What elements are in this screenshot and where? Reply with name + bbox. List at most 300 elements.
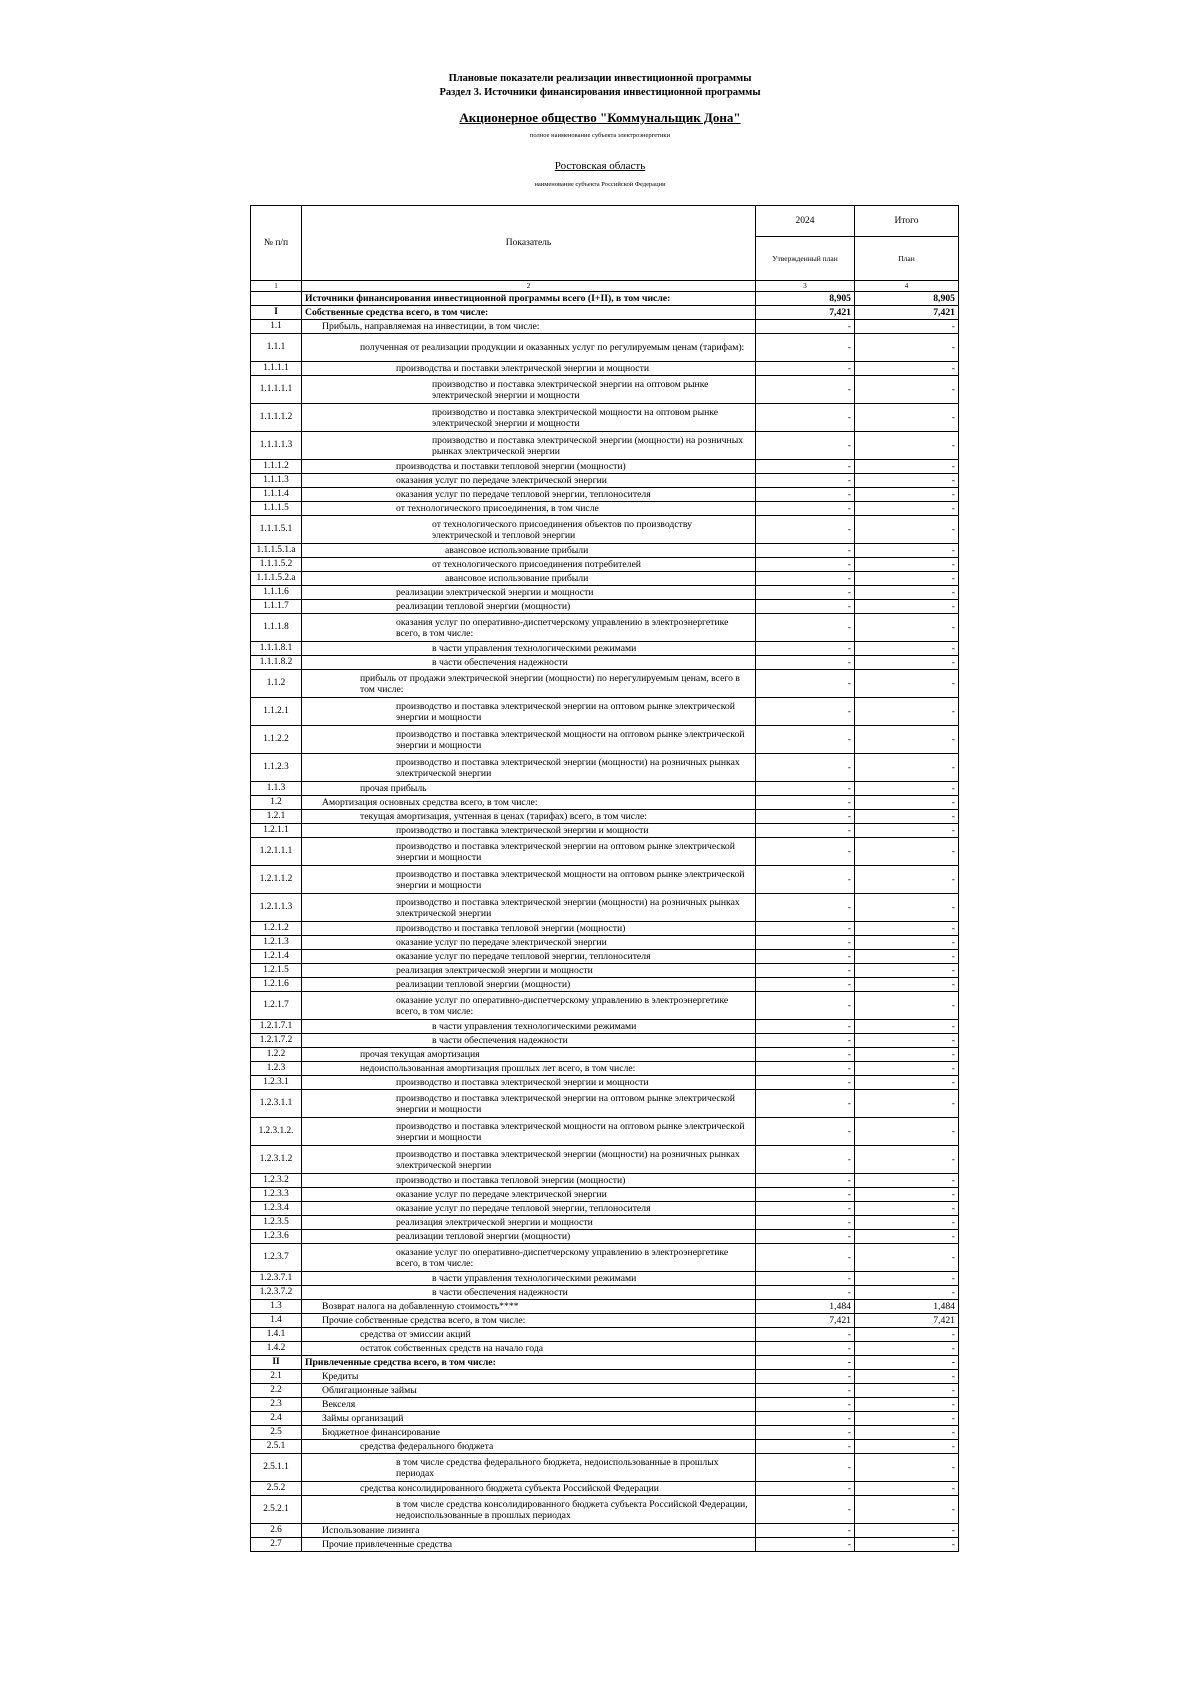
row-value-2024: - [756, 866, 855, 894]
row-value-2024: - [756, 1076, 855, 1090]
row-value-2024: - [756, 1328, 855, 1342]
row-number: 1.1.1.8 [251, 614, 302, 642]
row-number: 1.2.1.6 [251, 978, 302, 992]
row-value-2024: - [756, 1538, 855, 1552]
row-indicator: от технологического присоединения потребителей [302, 558, 756, 572]
row-value-2024: - [756, 810, 855, 824]
row-value-2024: - [756, 572, 855, 586]
row-indicator: Займы организаций [302, 1412, 756, 1426]
table-row [251, 642, 959, 656]
row-indicator: производство и поставка электрической энергии (мощности) на розничных рынках электрической энергии [302, 894, 756, 922]
row-value-2024: - [756, 1230, 855, 1244]
row-value-2024: - [756, 1496, 855, 1524]
table-row [251, 1454, 959, 1482]
row-value-2024: 7,421 [756, 1314, 855, 1328]
row-value-total: 7,421 [855, 1314, 959, 1328]
table-row [251, 1440, 959, 1454]
row-number: 1.4 [251, 1314, 302, 1328]
table-row [251, 1272, 959, 1286]
row-number: 1.2.3.3 [251, 1188, 302, 1202]
row-number: 1.2.3.7.1 [251, 1272, 302, 1286]
row-number: 2.5 [251, 1426, 302, 1440]
row-value-total: - [855, 558, 959, 572]
row-indicator: оказание услуг по передаче электрической энергии [302, 1188, 756, 1202]
table-row [251, 810, 959, 824]
row-indicator: недоиспользованная амортизация прошлых лет всего, в том числе: [302, 1062, 756, 1076]
table-row [251, 950, 959, 964]
row-number: 1.2.1 [251, 810, 302, 824]
row-value-total: - [855, 1482, 959, 1496]
row-value-total: - [855, 1440, 959, 1454]
table-row [251, 432, 959, 460]
row-value-total: - [855, 656, 959, 670]
row-number: 1.1.1.4 [251, 488, 302, 502]
row-number: 1.1.1.6 [251, 586, 302, 600]
table-row [251, 1412, 959, 1426]
table-row [251, 460, 959, 474]
col-index-2: 2 [302, 281, 756, 292]
row-value-2024: - [756, 1426, 855, 1440]
row-indicator: реализация электрической энергии и мощности [302, 1216, 756, 1230]
row-value-2024: - [756, 992, 855, 1020]
row-value-2024: - [756, 376, 855, 404]
row-indicator: производство и поставка электрической энергии и мощности [302, 1076, 756, 1090]
row-number: 1.2.2 [251, 1048, 302, 1062]
row-indicator: средства от эмиссии акций [302, 1328, 756, 1342]
row-number: 1.2.3.7.2 [251, 1286, 302, 1300]
row-indicator: реализации электрической энергии и мощности [302, 586, 756, 600]
row-indicator: производство и поставка электрической энергии на оптовом рынке электрической энергии и мощности [302, 838, 756, 866]
row-number: 1.1.1.5.2.а [251, 572, 302, 586]
row-value-2024: - [756, 1146, 855, 1174]
row-value-2024: - [756, 754, 855, 782]
row-value-total: - [855, 460, 959, 474]
row-value-total: - [855, 726, 959, 754]
row-number: 1.1.2.2 [251, 726, 302, 754]
row-value-total: - [855, 600, 959, 614]
row-value-2024: - [756, 922, 855, 936]
row-value-2024: - [756, 544, 855, 558]
row-number: 1.1.1.1.1 [251, 376, 302, 404]
col-header-total: Итого [855, 206, 959, 237]
row-value-2024: - [756, 1356, 855, 1370]
row-indicator: реализации тепловой энергии (мощности) [302, 600, 756, 614]
table-row [251, 978, 959, 992]
row-value-total: - [855, 1538, 959, 1552]
col-subheader-plan: План [855, 237, 959, 281]
row-value-2024: - [756, 698, 855, 726]
row-value-total: - [855, 964, 959, 978]
table-row [251, 306, 959, 320]
table-row [251, 894, 959, 922]
col-index-1: 1 [251, 281, 302, 292]
row-value-2024: - [756, 1244, 855, 1272]
table-row [251, 698, 959, 726]
table-row [251, 558, 959, 572]
row-value-total: - [855, 810, 959, 824]
row-number: 1.2.3.7 [251, 1244, 302, 1272]
table-row [251, 656, 959, 670]
row-value-2024: - [756, 488, 855, 502]
region-caption: наименование субъекта Российской Федерации [534, 181, 666, 188]
row-number: 1.2.1.4 [251, 950, 302, 964]
row-indicator: производство и поставка электрической мощности на оптовом рынке электрической энергии и мощности [302, 726, 756, 754]
row-number: 1.2.1.1 [251, 824, 302, 838]
row-indicator: от технологического присоединения, в том числе [302, 502, 756, 516]
row-indicator: в части управления технологическими режимами [302, 642, 756, 656]
row-number: 2.1 [251, 1370, 302, 1384]
row-value-2024: - [756, 1216, 855, 1230]
row-value-2024: - [756, 1118, 855, 1146]
row-indicator: реализации тепловой энергии (мощности) [302, 1230, 756, 1244]
row-number: 1.3 [251, 1300, 302, 1314]
row-indicator: авансовое использование прибыли [302, 572, 756, 586]
row-value-2024: - [756, 950, 855, 964]
row-indicator: Векселя [302, 1398, 756, 1412]
row-indicator: производства и поставки электрической энергии и мощности [302, 362, 756, 376]
row-indicator: от технологического присоединения объектов по производству электрической и тепловой энергии [302, 516, 756, 544]
row-number: 1.2.1.7 [251, 992, 302, 1020]
row-number: I [251, 306, 302, 320]
row-value-2024: - [756, 894, 855, 922]
row-value-total: - [855, 866, 959, 894]
row-number: 1.1.1.1.3 [251, 432, 302, 460]
row-number: 1.1.1.5.1 [251, 516, 302, 544]
row-number: 1.1.1.5.2 [251, 558, 302, 572]
table-row [251, 754, 959, 782]
table-row [251, 362, 959, 376]
table-row [251, 1538, 959, 1552]
row-value-2024: - [756, 362, 855, 376]
table-row [251, 824, 959, 838]
table-row [251, 1244, 959, 1272]
row-number: 1.1.1.5 [251, 502, 302, 516]
table-row [251, 796, 959, 810]
table-row [251, 474, 959, 488]
row-value-total: - [855, 1090, 959, 1118]
table-row [251, 1496, 959, 1524]
row-value-total: - [855, 1188, 959, 1202]
row-value-2024: - [756, 1174, 855, 1188]
row-indicator: текущая амортизация, учтенная в ценах (тарифах) всего, в том числе: [302, 810, 756, 824]
row-indicator: прочая прибыль [302, 782, 756, 796]
row-value-2024: - [756, 1454, 855, 1482]
col-header-number: № п/п [251, 206, 302, 281]
row-value-2024: - [756, 1188, 855, 1202]
table-row [251, 334, 959, 362]
row-value-total: - [855, 516, 959, 544]
table-row [251, 1216, 959, 1230]
row-number: 1.1.1 [251, 334, 302, 362]
row-value-2024: - [756, 670, 855, 698]
row-value-total: - [855, 1048, 959, 1062]
table-row [251, 1328, 959, 1342]
row-value-total: - [855, 1244, 959, 1272]
row-number: 2.2 [251, 1384, 302, 1398]
table-row [251, 1202, 959, 1216]
row-indicator: производство и поставка электрической энергии на оптовом рынке электрической энергии и мощности [302, 376, 756, 404]
row-number: 1.2.1.7.2 [251, 1034, 302, 1048]
row-value-total: - [855, 1384, 959, 1398]
row-number: 1.2.1.1.2 [251, 866, 302, 894]
row-value-total: - [855, 1230, 959, 1244]
row-value-2024: - [756, 1412, 855, 1426]
row-value-total: - [855, 782, 959, 796]
region-name: Ростовская область [554, 160, 646, 172]
row-number: 1.2.1.7.1 [251, 1020, 302, 1034]
row-indicator: реализация электрической энергии и мощности [302, 964, 756, 978]
financing-table [250, 205, 959, 1552]
row-value-2024: - [756, 1524, 855, 1538]
row-number: 1.1.2 [251, 670, 302, 698]
row-value-total: - [855, 614, 959, 642]
row-value-2024: 8,905 [756, 292, 855, 306]
row-value-2024: - [756, 1398, 855, 1412]
row-number: 1.2.3 [251, 1062, 302, 1076]
row-value-total: 1,484 [855, 1300, 959, 1314]
row-number: 2.5.2 [251, 1482, 302, 1496]
row-value-2024: - [756, 516, 855, 544]
row-indicator: Бюджетное финансирование [302, 1426, 756, 1440]
table-row [251, 866, 959, 894]
row-value-2024: - [756, 320, 855, 334]
table-row [251, 1048, 959, 1062]
table-row [251, 614, 959, 642]
row-value-total: - [855, 432, 959, 460]
row-value-2024: - [756, 642, 855, 656]
row-value-total: - [855, 586, 959, 600]
row-value-total: - [855, 950, 959, 964]
row-number: 1.1.1.2 [251, 460, 302, 474]
row-number: 1.1.2.1 [251, 698, 302, 726]
row-indicator: производство и поставка тепловой энергии (мощности) [302, 922, 756, 936]
org-name: Акционерное общество "Коммунальщик Дона" [459, 110, 741, 125]
row-number: 2.5.1.1 [251, 1454, 302, 1482]
row-number: 1.1.1.1.2 [251, 404, 302, 432]
row-indicator: производство и поставка электрической мощности на оптовом рынке электрической энергии и мощности [302, 866, 756, 894]
row-value-total: - [855, 1496, 959, 1524]
row-number: 1.2.3.1.2 [251, 1146, 302, 1174]
row-indicator: в части управления технологическими режимами [302, 1020, 756, 1034]
row-value-total: - [855, 362, 959, 376]
row-value-total: - [855, 474, 959, 488]
row-value-2024: - [756, 726, 855, 754]
row-indicator: Использование лизинга [302, 1524, 756, 1538]
table-row [251, 1370, 959, 1384]
row-value-2024: - [756, 978, 855, 992]
row-value-2024: - [756, 502, 855, 516]
row-number: 2.3 [251, 1398, 302, 1412]
table-row [251, 600, 959, 614]
row-value-total: - [855, 320, 959, 334]
table-row [251, 1524, 959, 1538]
row-value-total: - [855, 1076, 959, 1090]
table-row [251, 572, 959, 586]
row-number: 1.1.1.3 [251, 474, 302, 488]
table-row [251, 502, 959, 516]
row-value-2024: - [756, 936, 855, 950]
table-row [251, 1286, 959, 1300]
row-indicator: оказание услуг по передаче тепловой энергии, теплоносителя [302, 950, 756, 964]
row-value-total: - [855, 404, 959, 432]
row-value-2024: - [756, 460, 855, 474]
table-row [251, 670, 959, 698]
col-header-year: 2024 [756, 206, 855, 237]
row-value-total: - [855, 488, 959, 502]
row-value-2024: 7,421 [756, 306, 855, 320]
row-indicator: прибыль от продажи электрической энергии (мощности) по нерегулируемым ценам, всего в том числе: [302, 670, 756, 698]
table-row [251, 838, 959, 866]
table-row [251, 586, 959, 600]
table-row [251, 544, 959, 558]
org-caption: полное наименование субъекта электроэнергетики [529, 132, 671, 139]
row-indicator: оказание услуг по передаче электрической энергии [302, 936, 756, 950]
table-row [251, 320, 959, 334]
row-number: 1.2.1.1.3 [251, 894, 302, 922]
row-value-total: - [855, 572, 959, 586]
row-value-total: - [855, 1202, 959, 1216]
row-number: 1.2.1.1.1 [251, 838, 302, 866]
row-number: 1.2.1.5 [251, 964, 302, 978]
row-value-total: - [855, 1034, 959, 1048]
row-value-total: - [855, 544, 959, 558]
row-value-2024: - [756, 1384, 855, 1398]
row-number: 1.1 [251, 320, 302, 334]
row-value-total: - [855, 1398, 959, 1412]
row-indicator: прочая текущая амортизация [302, 1048, 756, 1062]
row-value-2024: - [756, 1202, 855, 1216]
row-indicator: производство и поставка тепловой энергии (мощности) [302, 1174, 756, 1188]
col-header-indicator: Показатель [302, 206, 756, 281]
row-number: 1.1.1.7 [251, 600, 302, 614]
table-row [251, 376, 959, 404]
row-number: 1.1.2.3 [251, 754, 302, 782]
row-value-total: - [855, 1342, 959, 1356]
title-line-1: Плановые показатели реализации инвестиционной программы [448, 73, 752, 84]
table-row [251, 1314, 959, 1328]
row-number: 2.4 [251, 1412, 302, 1426]
table-row [251, 292, 959, 306]
row-number: 1.2.3.5 [251, 1216, 302, 1230]
row-number: 1.2.3.1 [251, 1076, 302, 1090]
row-value-2024: - [756, 824, 855, 838]
row-indicator: средства консолидированного бюджета субъекта Российской Федерации [302, 1482, 756, 1496]
col-index-4: 4 [855, 281, 959, 292]
row-value-2024: - [756, 432, 855, 460]
row-value-total: - [855, 1426, 959, 1440]
row-value-total: - [855, 796, 959, 810]
row-number: 1.1.1.5.1.а [251, 544, 302, 558]
table-row [251, 922, 959, 936]
table-row [251, 1118, 959, 1146]
row-value-2024: - [756, 1034, 855, 1048]
row-value-total: - [855, 1216, 959, 1230]
row-number: 2.7 [251, 1538, 302, 1552]
row-number: 1.2.1.3 [251, 936, 302, 950]
row-value-2024: - [756, 1440, 855, 1454]
row-value-2024: - [756, 1482, 855, 1496]
row-number: 1.1.1.8.1 [251, 642, 302, 656]
row-value-total: - [855, 1118, 959, 1146]
row-number: 1.1.3 [251, 782, 302, 796]
row-number: 1.2.3.1.1 [251, 1090, 302, 1118]
table-row [251, 1300, 959, 1314]
row-value-total: - [855, 1524, 959, 1538]
row-number: II [251, 1356, 302, 1370]
table-row [251, 1034, 959, 1048]
table-row [251, 1188, 959, 1202]
row-value-2024: - [756, 656, 855, 670]
table-row [251, 964, 959, 978]
row-value-2024: - [756, 586, 855, 600]
row-number: 1.4.2 [251, 1342, 302, 1356]
title-line-2: Раздел 3. Источники финансирования инвестиционной программы [439, 87, 761, 98]
row-indicator: оказание услуг по передаче тепловой энергии, теплоносителя [302, 1202, 756, 1216]
row-indicator: Кредиты [302, 1370, 756, 1384]
row-value-2024: - [756, 1048, 855, 1062]
row-indicator: Источники финансирования инвестиционной программы всего (I+II), в том числе: [302, 292, 756, 306]
table-row [251, 782, 959, 796]
table-row [251, 1076, 959, 1090]
row-value-total: - [855, 922, 959, 936]
row-value-2024: - [756, 782, 855, 796]
row-value-total: - [855, 936, 959, 950]
row-value-total: - [855, 1146, 959, 1174]
table-row [251, 1230, 959, 1244]
row-value-2024: - [756, 1370, 855, 1384]
row-value-total: - [855, 1454, 959, 1482]
table-row [251, 992, 959, 1020]
row-value-total: - [855, 502, 959, 516]
row-number: 1.2 [251, 796, 302, 810]
row-value-total: - [855, 334, 959, 362]
row-indicator: оказания услуг по передаче тепловой энергии, теплоносителя [302, 488, 756, 502]
row-value-2024: - [756, 1342, 855, 1356]
row-indicator: производство и поставка электрической энергии на оптовом рынке электрической энергии и мощности [302, 1090, 756, 1118]
table-row [251, 1062, 959, 1076]
table-row [251, 1342, 959, 1356]
row-indicator: Прочие собственные средства всего, в том числе: [302, 1314, 756, 1328]
row-value-2024: - [756, 1272, 855, 1286]
row-value-total: - [855, 1272, 959, 1286]
table-row [251, 1174, 959, 1188]
row-value-total: - [855, 824, 959, 838]
row-value-2024: - [756, 838, 855, 866]
row-value-total: - [855, 1328, 959, 1342]
row-value-total: - [855, 1412, 959, 1426]
row-value-2024: - [756, 1020, 855, 1034]
table-row [251, 1020, 959, 1034]
row-number: 1.2.1.2 [251, 922, 302, 936]
row-value-2024: - [756, 1286, 855, 1300]
row-value-total: - [855, 754, 959, 782]
row-value-2024: - [756, 600, 855, 614]
table-row [251, 1090, 959, 1118]
row-indicator: Прочие привлеченные средства [302, 1538, 756, 1552]
row-indicator: в части обеспечения надежности [302, 656, 756, 670]
table-row [251, 516, 959, 544]
row-indicator: Привлеченные средства всего, в том числе: [302, 1356, 756, 1370]
table-row [251, 1356, 959, 1370]
row-number: 2.5.2.1 [251, 1496, 302, 1524]
row-indicator: реализации тепловой энергии (мощности) [302, 978, 756, 992]
row-indicator: производство и поставка электрической энергии (мощности) на розничных рынках электрической энергии [302, 1146, 756, 1174]
table-row [251, 1426, 959, 1440]
table-row [251, 404, 959, 432]
row-indicator: оказания услуг по передаче электрической энергии [302, 474, 756, 488]
table-row [251, 1482, 959, 1496]
row-indicator: Облигационные займы [302, 1384, 756, 1398]
